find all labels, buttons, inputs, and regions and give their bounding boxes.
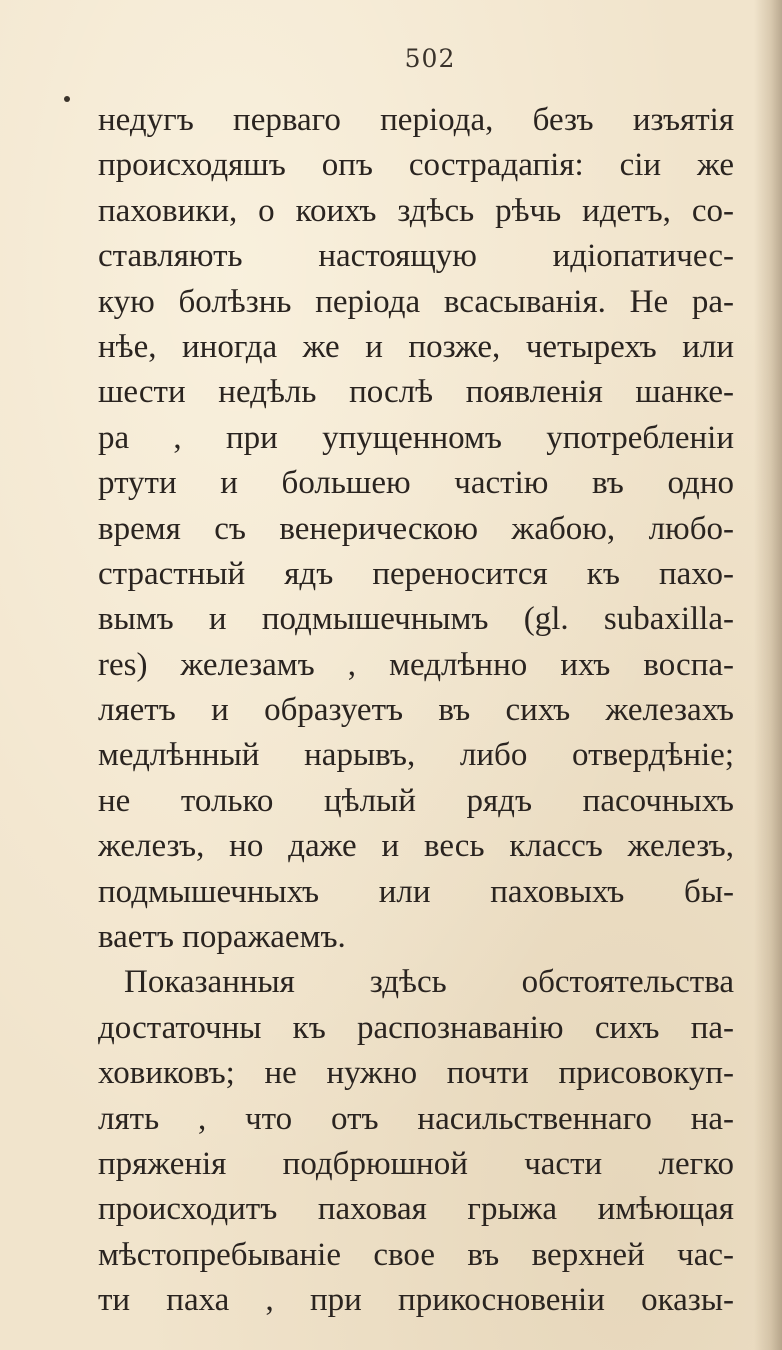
text-line: ляетъ и образуетъ въ сихъ железахъ bbox=[98, 692, 734, 729]
paragraph-2 bbox=[98, 960, 734, 1323]
ink-speck bbox=[64, 96, 70, 102]
text-line: ховиковъ; не нужно почти присовокуп- bbox=[98, 1055, 734, 1092]
text-line: Показанныя здѣсь обстоятельства bbox=[124, 964, 734, 1001]
text-line: паховики, о коихъ здѣсь рѣчь идетъ, со- bbox=[98, 192, 734, 229]
text-line: ртути и большею частію въ одно bbox=[98, 465, 734, 502]
text-line: страстный ядъ переносится къ пахо- bbox=[98, 555, 734, 592]
text-line: недугъ перваго періода, безъ изъятія bbox=[98, 102, 734, 138]
text-line: не только цѣлый рядъ пасочныхъ bbox=[98, 782, 734, 819]
text-line: ти паха , при прикосновеніи оказы- bbox=[98, 1282, 734, 1319]
text-line: железъ, но даже и весь классъ железъ, bbox=[98, 828, 734, 865]
text-line: происходяшъ опъ сострадапія: сіи же bbox=[98, 147, 734, 184]
page-number: 502 bbox=[404, 44, 456, 73]
paragraph-1 bbox=[98, 98, 734, 960]
text-line: res) железамъ , медлѣнно ихъ воспа- bbox=[98, 646, 734, 683]
text-line: лять , что отъ насильственнаго на- bbox=[98, 1100, 734, 1137]
page-edge-shadow bbox=[754, 0, 782, 1350]
text-line: ваетъ поражаемъ. bbox=[98, 919, 346, 956]
text-line: подмышечныхъ или паховыхъ бы- bbox=[98, 873, 734, 910]
body-text bbox=[98, 98, 734, 1324]
text-line: вымъ и подмышечнымъ (gl. subaxilla- bbox=[98, 601, 734, 638]
text-line: шести недѣль послѣ появленія шанке- bbox=[98, 374, 734, 411]
text-line: пряженія подбрюшной части легко bbox=[98, 1145, 734, 1182]
text-line: ра , при упущенномъ употребленіи bbox=[98, 419, 734, 456]
text-line: медлѣнный нарывъ, либо отвердѣніе; bbox=[98, 737, 734, 774]
text-line: кую болѣзнь періода всасыванія. Не ра- bbox=[98, 283, 734, 320]
text-line: ставляють настоящую идіопатичес- bbox=[98, 238, 734, 275]
text-line: достаточны къ распознаванію сихъ па- bbox=[98, 1009, 734, 1046]
text-line: происходитъ паховая грыжа имѣющая bbox=[98, 1191, 734, 1228]
text-line: время съ венерическою жабою, любо- bbox=[98, 510, 734, 547]
text-line: мѣстопребываніе свое въ верхней час- bbox=[98, 1236, 734, 1273]
text-line: нѣе, иногда же и позже, четырехъ или bbox=[98, 328, 734, 365]
